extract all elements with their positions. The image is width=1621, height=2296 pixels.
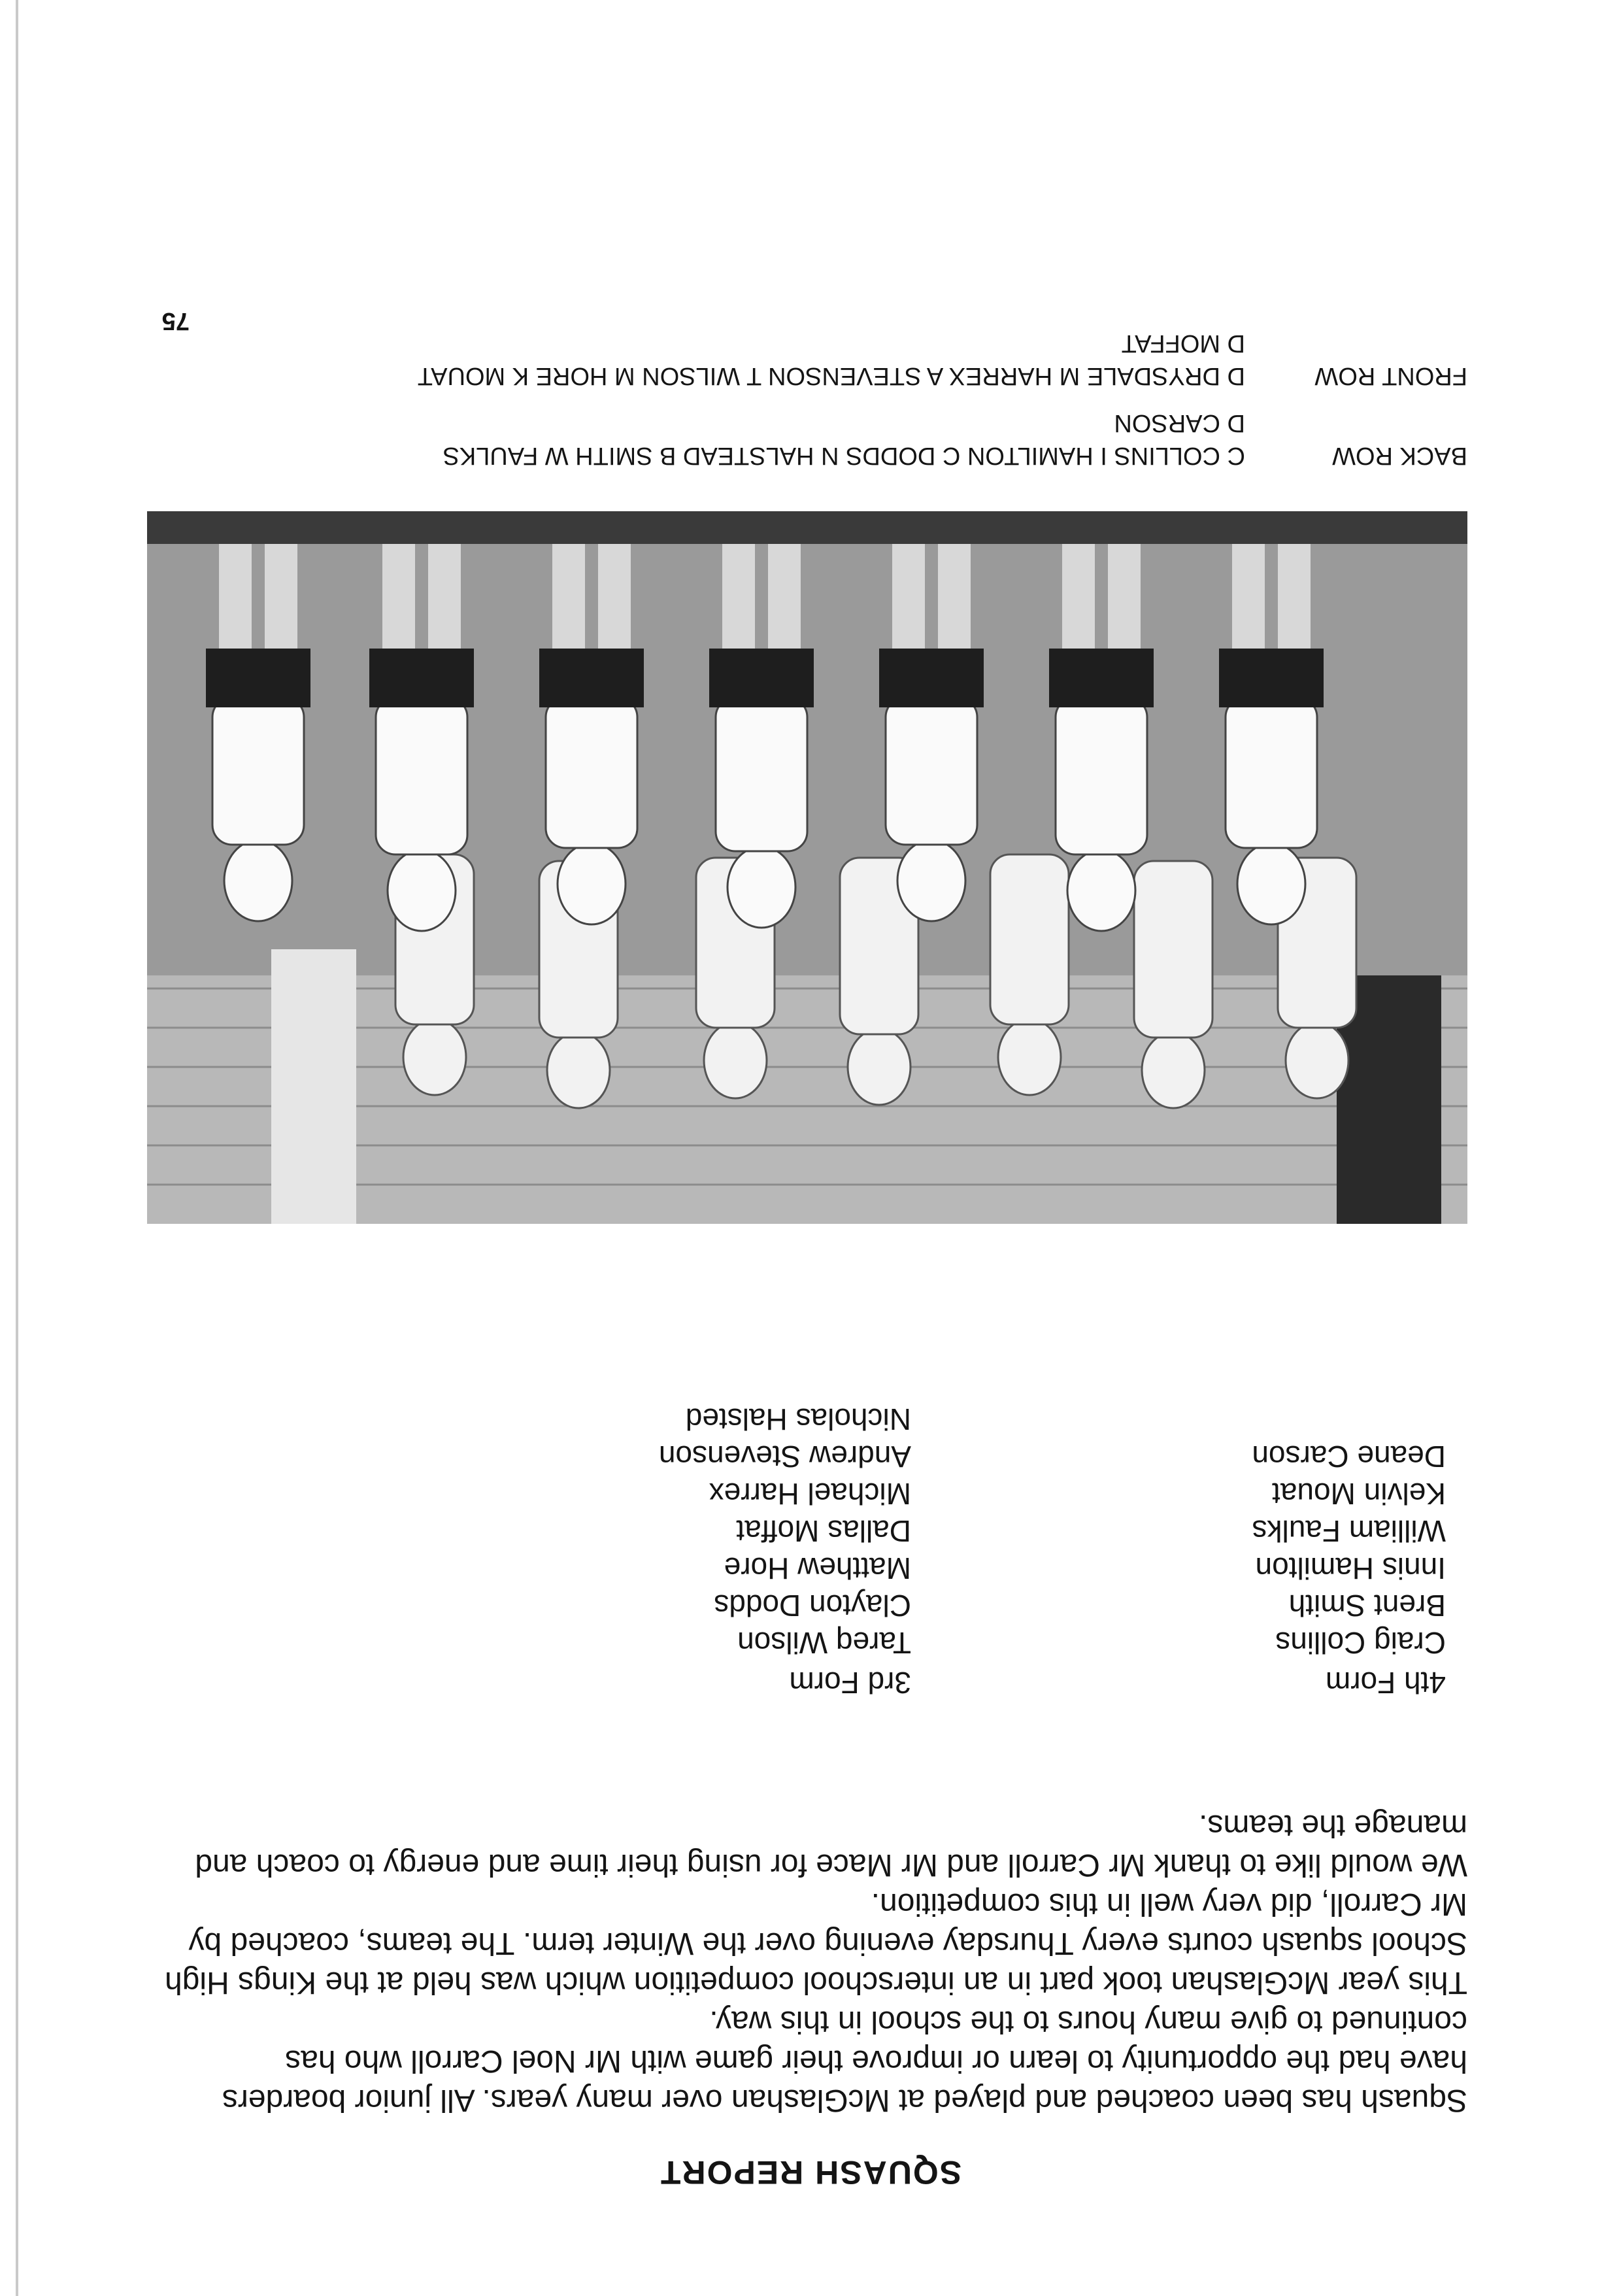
back-row-caption — [137, 407, 1467, 472]
list-item: Matthew Hore — [724, 1551, 911, 1585]
report-paragraph: Squash has been coached and played at McGlashan over many years. All junior boarders have had the opportunity to learn or improve their game with Mr Noel Carroll who has continued to give many hours to the school in this way. — [222, 2004, 1467, 2118]
report-paragraph: This year McGlashan took part in an interschool competition which was held at the Kings High School squash courts every Thursday evening over the Winter term. The teams, coached by Mr Carroll, did very well in this competition. — [164, 1887, 1467, 2000]
list-item: William Faulks — [1252, 1514, 1446, 1548]
list-item: Nicholas Halsted — [685, 1402, 911, 1436]
fourth-form-list — [1252, 1438, 1446, 1701]
list-item: Innis Hamilton — [1255, 1551, 1446, 1585]
row-names: C COLLINS I HAMILTON C DODDS N HALSTEAD B SMITH W FAULKS — [443, 442, 1245, 469]
list-item: Clayton Dodds — [714, 1589, 911, 1623]
page-number: 75 — [161, 307, 190, 335]
list-item: Tareq Wilson — [737, 1626, 911, 1660]
list-item: Andrew Stevenson — [658, 1440, 911, 1474]
photo-caption — [137, 327, 1467, 472]
row-label: BACK ROW — [1332, 442, 1467, 469]
list-item: Michael Harrex — [709, 1477, 911, 1511]
third-form-list — [659, 1400, 911, 1701]
list-item: Deane Carson — [1252, 1440, 1446, 1474]
row-names: D MOFFAT — [1121, 329, 1245, 357]
report-body — [147, 1806, 1467, 2119]
list-item: Craig Collins — [1275, 1626, 1446, 1660]
list-item: Dallas Moffat — [736, 1514, 911, 1548]
row-names: D DRYSDALE M HARREX A STEVENSON T WILSON M HORE K MOUAT — [417, 362, 1245, 390]
list-item: Kelvin Mouat — [1272, 1477, 1446, 1511]
list-heading: 4th Form — [1325, 1666, 1446, 1700]
team-photo-image — [147, 511, 1467, 1224]
scan-edge — [16, 0, 18, 2296]
team-photo — [147, 511, 1467, 1224]
row-names: D CARSON — [1114, 409, 1245, 437]
row-label: FRONT ROW — [1314, 362, 1467, 390]
page-title: SQUASH REPORT — [659, 2154, 962, 2191]
list-item: Brent Smith — [1288, 1589, 1446, 1623]
front-row-caption — [137, 327, 1467, 392]
report-paragraph: We would like to thank Mr Carroll and Mr Mace for using their time and energy to coach and manage the teams. — [195, 1808, 1467, 1882]
list-heading: 3rd Form — [789, 1666, 911, 1700]
